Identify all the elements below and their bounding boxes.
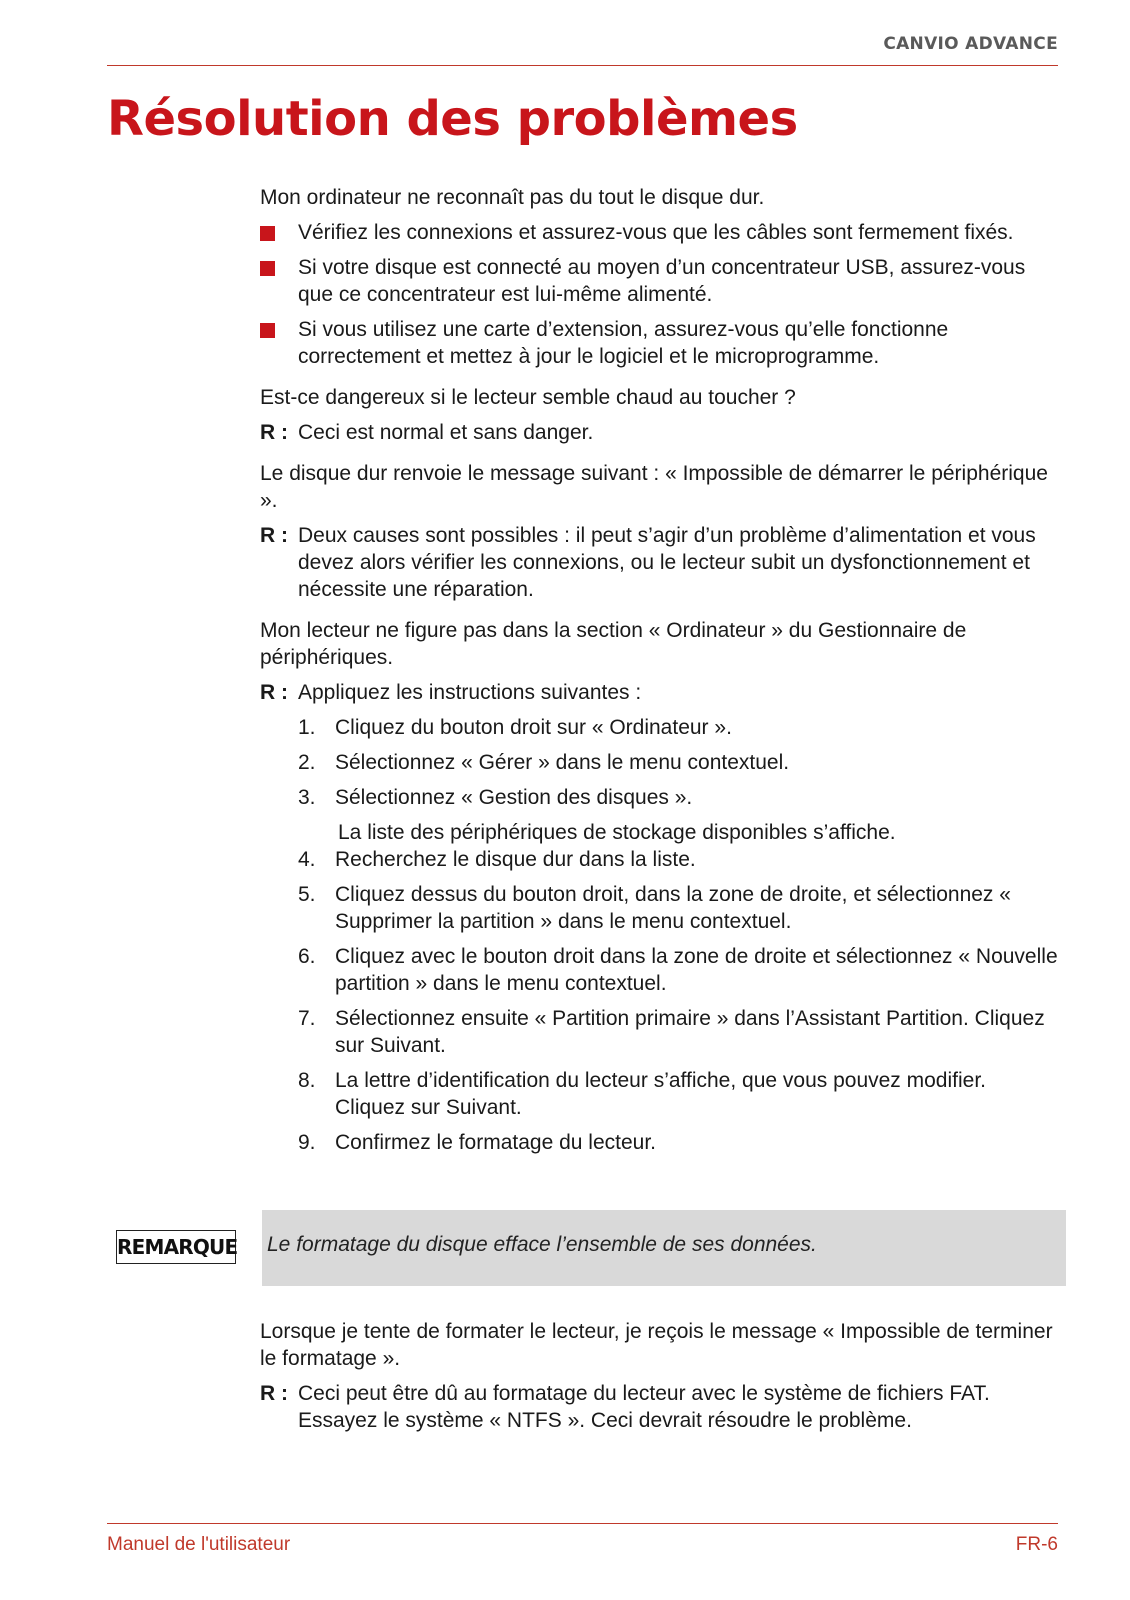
footer-page-number: FR-6	[1015, 1534, 1058, 1555]
step-text: Cliquez dessus du bouton droit, dans la zone de droite, et sélectionnez « Supprimer la partition » dans le menu contextuel.	[335, 883, 1011, 933]
step-number: 8.	[298, 1069, 316, 1092]
main-content	[260, 184, 1060, 1164]
step-number: 9.	[298, 1131, 316, 1154]
step-text: Recherchez le disque dur dans la liste.	[335, 848, 696, 871]
step-number: 1.	[298, 716, 316, 739]
question-1: Mon ordinateur ne reconnaît pas du tout le disque dur.	[260, 186, 765, 209]
note-callout	[116, 1210, 1066, 1286]
step-item	[260, 1129, 1060, 1156]
note-text: Le formatage du disque efface l’ensemble de ses données.	[262, 1210, 1066, 1286]
question-5: Lorsque je tente de formater le lecteur, je reçois le message « Impossible de terminer le formatage ».	[260, 1320, 1053, 1370]
answer-text: Ceci est normal et sans danger.	[298, 421, 594, 444]
step-text: Sélectionnez « Gestion des disques ».	[335, 786, 693, 809]
step-text: Confirmez le formatage du lecteur.	[335, 1131, 656, 1154]
answer-label: R :	[260, 1382, 288, 1405]
note-label: REMARQUE	[116, 1230, 236, 1264]
bullet-item	[260, 219, 1060, 246]
step-item	[260, 846, 1060, 873]
step-text: Cliquez avec le bouton droit dans la zone de droite et sélectionnez « Nouvelle partition » dans le menu contextuel.	[335, 945, 1058, 995]
answer-label: R :	[260, 421, 288, 444]
answer-3	[260, 522, 1060, 603]
bullet-square-icon	[260, 226, 275, 241]
step-item	[260, 1005, 1060, 1059]
question-3: Le disque dur renvoie le message suivant : « Impossible de démarrer le périphérique ».	[260, 462, 1048, 512]
answer-label: R :	[260, 681, 288, 704]
bullet-square-icon	[260, 323, 275, 338]
bullet-text: Vérifiez les connexions et assurez-vous que les câbles sont fermement fixés.	[298, 221, 1014, 244]
step-item	[260, 784, 1060, 811]
step-item	[260, 1067, 1060, 1121]
question-2: Est-ce dangereux si le lecteur semble chaud au toucher ?	[260, 386, 796, 409]
step-item	[260, 714, 1060, 741]
answer-text: Deux causes sont possibles : il peut s’agir d’un problème d’alimentation et vous devez alors vérifier les connexions, ou le lecteur subit un dysfonctionnement et nécessite une réparation.	[298, 524, 1036, 601]
step-number: 7.	[298, 1007, 316, 1030]
answer-4	[260, 679, 1060, 706]
step-text: La lettre d’identification du lecteur s’affiche, que vous pouvez modifier. Cliquez sur Suivant.	[335, 1069, 986, 1119]
page-title: Résolution des problèmes	[107, 91, 798, 147]
step-text: Sélectionnez « Gérer » dans le menu contextuel.	[335, 751, 790, 774]
footer-manual-title: Manuel de l'utilisateur	[107, 1534, 291, 1555]
question-4: Mon lecteur ne figure pas dans la section « Ordinateur » du Gestionnaire de périphériques.	[260, 619, 967, 669]
step-item	[260, 881, 1060, 935]
bullet-square-icon	[260, 261, 275, 276]
answer-2	[260, 419, 1060, 446]
step-item	[260, 943, 1060, 997]
steps-list	[260, 714, 1060, 1156]
header-product-name: CANVIO ADVANCE	[883, 34, 1058, 54]
header-rule	[107, 65, 1058, 66]
step-number: 6.	[298, 945, 316, 968]
answer-extra-text: Essayez le système « NTFS ». Ceci devrait résoudre le problème.	[298, 1409, 912, 1432]
answer-label: R :	[260, 524, 288, 547]
step-text: Sélectionnez ensuite « Partition primaire » dans l’Assistant Partition. Cliquez sur Suivant.	[335, 1007, 1045, 1057]
bullet-text: Si vous utilisez une carte d’extension, assurez-vous qu’elle fonctionne correctement et mettez à jour le logiciel et le microprogramme.	[298, 318, 949, 368]
answer-text: Appliquez les instructions suivantes :	[298, 681, 642, 704]
answer-5	[260, 1380, 1060, 1434]
secondary-content	[260, 1318, 1060, 1442]
bullet-text: Si votre disque est connecté au moyen d’un concentrateur USB, assurez-vous que ce concentrateur est lui-même alimenté.	[298, 256, 1026, 306]
footer-rule	[107, 1523, 1058, 1524]
step-number: 2.	[298, 751, 316, 774]
step-number: 4.	[298, 848, 316, 871]
step-text: Cliquez du bouton droit sur « Ordinateur ».	[335, 716, 732, 739]
step-item	[260, 749, 1060, 776]
step-number: 5.	[298, 883, 316, 906]
step-3-note: La liste des périphériques de stockage disponibles s’affiche.	[338, 821, 896, 844]
answer-text: Ceci peut être dû au formatage du lecteur avec le système de fichiers FAT.	[298, 1382, 990, 1405]
bullet-item	[260, 316, 1060, 370]
step-number: 3.	[298, 786, 316, 809]
bullet-item	[260, 254, 1060, 308]
